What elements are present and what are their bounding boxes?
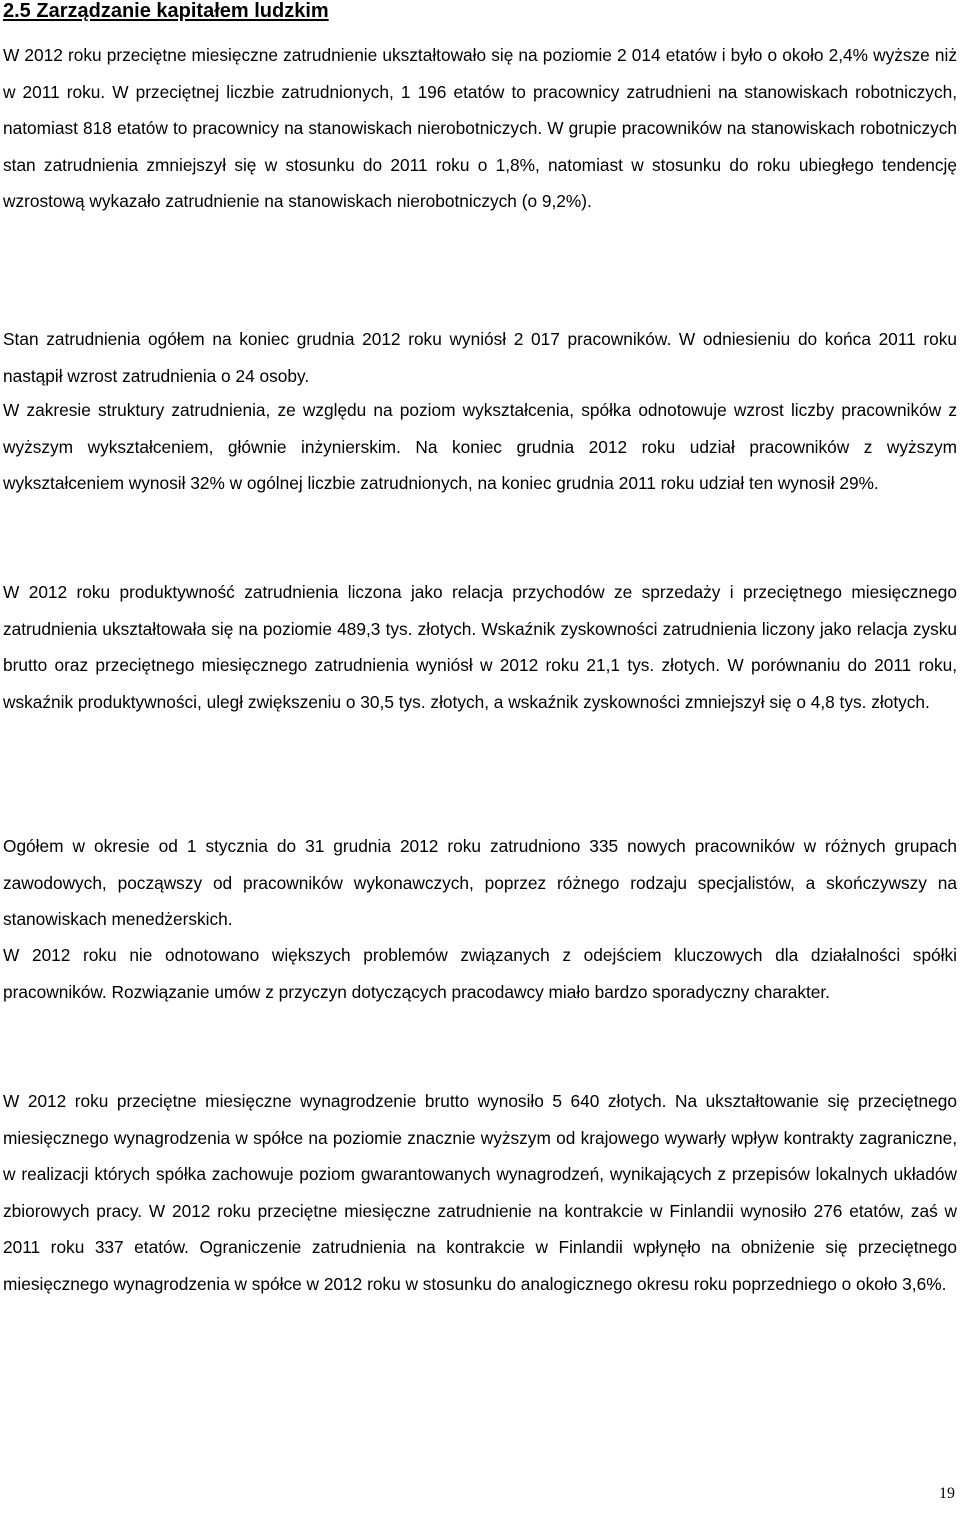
paragraph-education-structure: W zakresie struktury zatrudnienia, ze względu na poziom wykształcenia, spółka odnotowuje wzrost liczby pracowników z wyższym wykształceniem, głównie inżynierskim. Na koniec grudnia 2012 roku udział pracowników z wyższym wykształceniem wynosił 32% w ogólnej liczbie zatrudnionych, na koniec grudnia 2011 roku udział ten wynosił 29%. bbox=[3, 400, 957, 493]
paragraph-employment-average: W 2012 roku przeciętne miesięczne zatrudnienie ukształtowało się na poziomie 2 014 etatów i było o około 2,4% wyższe niż w 2011 roku. W przeciętnej liczbie zatrudnionych, 1 196 etatów to pracownicy zatrudnieni na stanowiskach robotniczych, natomiast 818 etatów to pracownicy na stanowiskach nierobotniczych. W grupie pracowników na stanowiskach robotniczych stan zatrudnienia zmniejszył się w stosunku do 2011 roku o 1,8%, natomiast w stosunku do roku ubiegłego tendencję wzrostową wykazało zatrudnienie na stanowiskach nierobotniczych (o 9,2%). bbox=[3, 45, 957, 211]
page-number: 19 bbox=[939, 1485, 955, 1502]
section-heading: 2.5 Zarządzanie kapitałem ludzkim bbox=[3, 0, 329, 22]
paragraph-new-hires: Ogółem w okresie od 1 stycznia do 31 grudnia 2012 roku zatrudniono 335 nowych pracowników w różnych grupach zawodowych, począwszy od pracowników wykonawczych, poprzez różnego rodzaju specjalistów, a skończywszy na stanowiskach menedżerskich. bbox=[3, 836, 957, 929]
paragraph-employment-total: Stan zatrudnienia ogółem na koniec grudnia 2012 roku wyniósł 2 017 pracowników. W odniesieniu do końca 2011 roku nastąpił wzrost zatrudnienia o 24 osoby. bbox=[3, 329, 957, 386]
paragraph-productivity: W 2012 roku produktywność zatrudnienia liczona jako relacja przychodów ze sprzedaży i przeciętnego miesięcznego zatrudnienia ukształtowała się na poziomie 489,3 tys. złotych. Wskaźnik zyskowności zatrudnienia liczony jako relacja zysku brutto oraz przeciętnego miesięcznego zatrudnienia wyniósł w 2012 roku 21,1 tys. złotych. W porównaniu do 2011 roku, wskaźnik produktywności, uległ zwiększeniu o 30,5 tys. złotych, a wskaźnik zyskowności zmniejszył się o 4,8 tys. złotych. bbox=[3, 582, 957, 712]
paragraph-salary: W 2012 roku przeciętne miesięczne wynagrodzenie brutto wynosiło 5 640 złotych. Na ukształtowanie się przeciętnego miesięcznego wynagrodzenia w spółce na poziomie znacznie wyższym od krajowego wywarły wpływ kontrakty zagraniczne, w realizacji których spółka zachowuje poziom gwarantowanych wynagrodzeń, wynikających z przepisów lokalnych układów zbiorowych pracy. W 2012 roku przeciętne miesięczne zatrudnienie na kontrakcie w Finlandii wynosiło 276 etatów, zaś w 2011 roku 337 etatów. Ograniczenie zatrudnienia na kontrakcie w Finlandii wpłynęło na obniżenie się przeciętnego miesięcznego wynagrodzenia w spółce w 2012 roku w stosunku do analogicznego okresu roku poprzedniego o około 3,6%. bbox=[3, 1091, 957, 1294]
paragraph-key-employees: W 2012 roku nie odnotowano większych problemów związanych z odejściem kluczowych dla działalności spółki pracowników. Rozwiązanie umów z przyczyn dotyczących pracodawcy miało bardzo sporadyczny charakter. bbox=[3, 945, 957, 1002]
